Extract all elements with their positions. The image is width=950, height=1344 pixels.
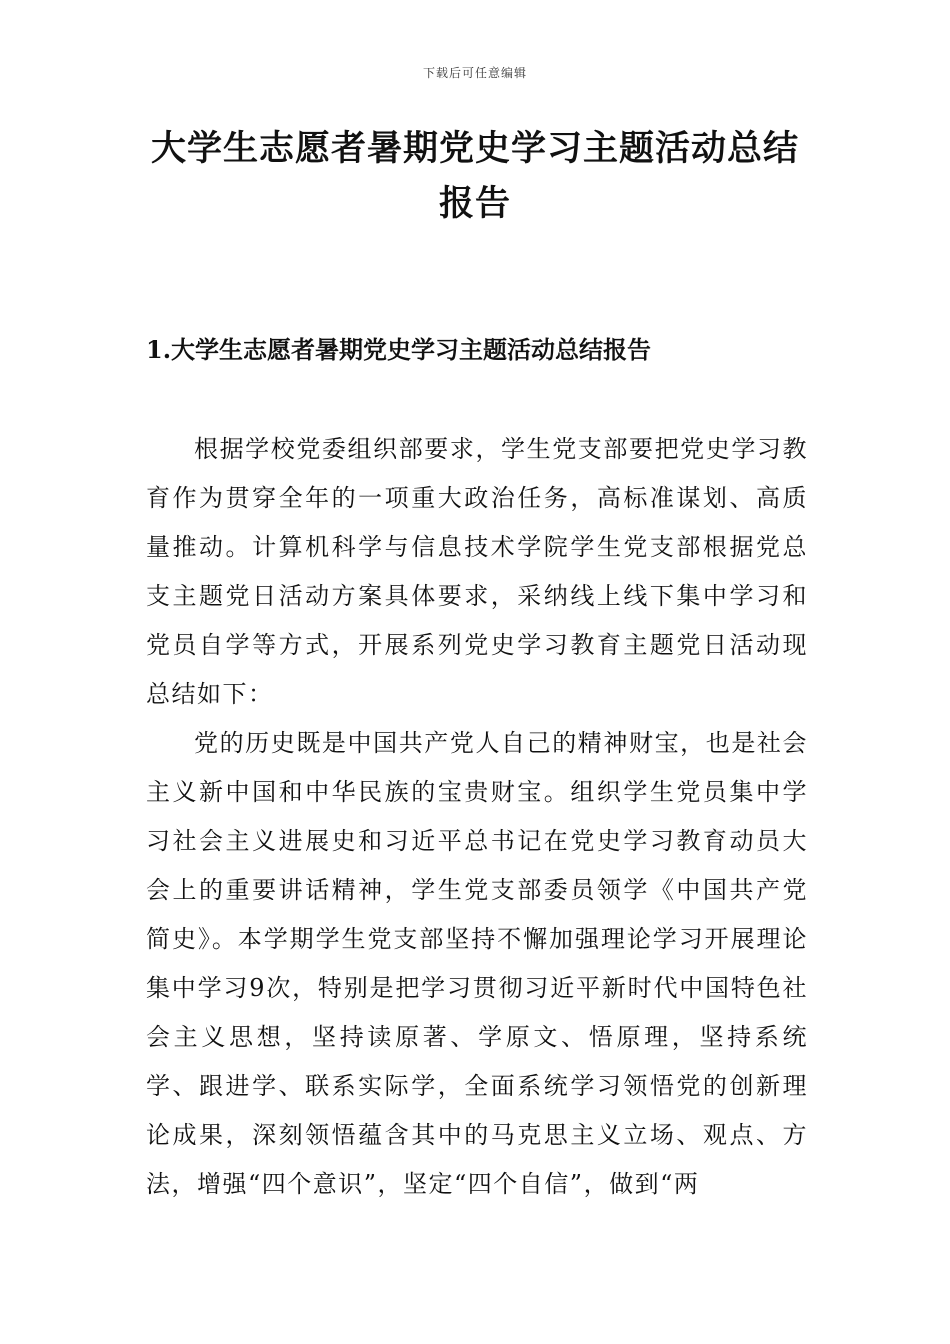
section-heading: 1.大学生志愿者暑期党史学习主题活动总结报告 bbox=[146, 335, 652, 364]
body-text bbox=[146, 425, 808, 1209]
paragraph: 根据学校党委组织部要求，学生党支部要把党史学习教育作为贯穿全年的一项重大政治任务，高标准谋划、高质量推动。计算机科学与信息技术学院学生党支部根据党总支主题党日活动方案具体要求，采纳线上线下集中学习和党员自学等方式，开展系列党史学习教育主题党日活动现总结如下： bbox=[146, 435, 808, 708]
document-title: 大学生志愿者暑期党史学习主题活动总结报告 bbox=[150, 129, 799, 224]
paragraph: 党的历史既是中国共产党人自己的精神财宝，也是社会主义新中国和中华民族的宝贵财宝。组织学生党员集中学习社会主义进展史和习近平总书记在党史学习教育动员大会上的重要讲话精神，学生党支部委员领学《中国共产党简史》。本学期学生党支部坚持不懈加强理论学习开展理论集中学习9次，特别是把学习贯彻习近平新时代中国特色社会主义思想，坚持读原著、学原文、悟原理，坚持系统学、跟进学、联系实际学，全面系统学习领悟党的创新理论成果，深刻领悟蕴含其中的马克思主义立场、观点、方法，增强“四个意识”，坚定“四个自信”，做到“两 bbox=[146, 729, 808, 1198]
header-note: 下载后可任意编辑 bbox=[422, 66, 527, 80]
